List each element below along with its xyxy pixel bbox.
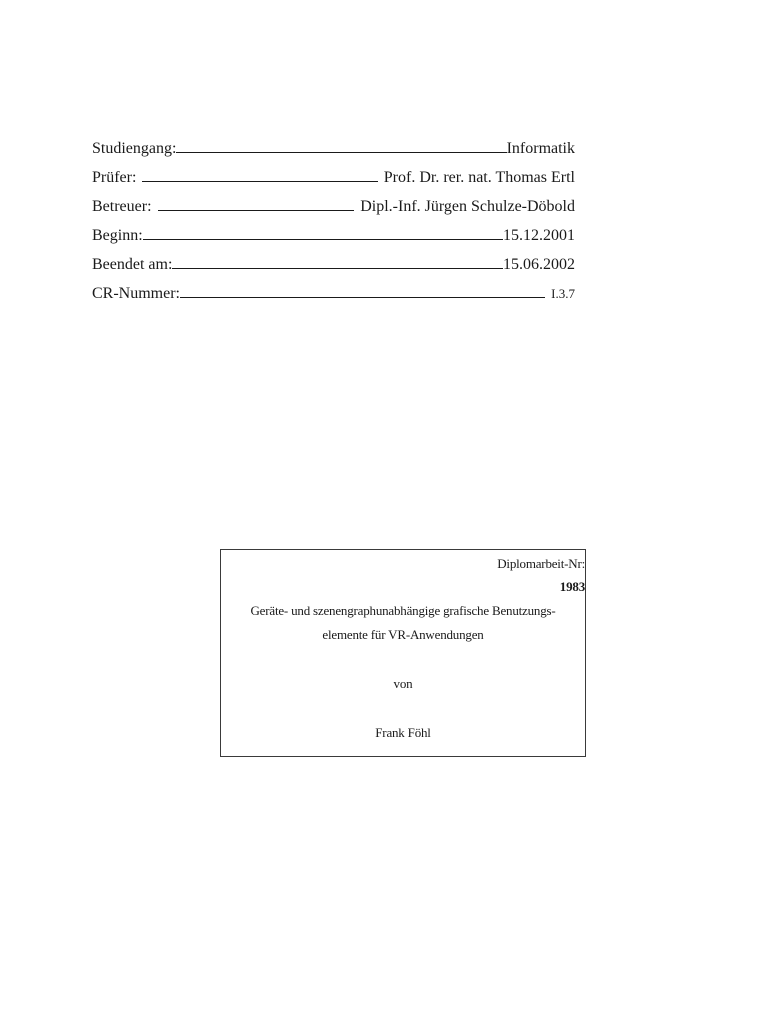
cr-nummer-row [92, 285, 575, 314]
pruefer-line [142, 181, 377, 182]
studiengang-line [176, 152, 506, 153]
beendet-row [92, 256, 575, 285]
thesis-title-line-1: Geräte- und szenengraphunabhängige grafische Benutzungs- [250, 603, 556, 618]
beendet-line [172, 268, 503, 269]
beginn-row [92, 227, 575, 256]
thesis-number-label: Diplomarbeit-Nr: [497, 556, 585, 571]
thesis-title-line-2: elemente für VR-Anwendungen [322, 627, 484, 642]
beginn-value: 15.12.2001 [503, 227, 575, 244]
studiengang-value: Informatik [506, 140, 575, 157]
beendet-label: Beendet am: [92, 256, 173, 273]
beendet-value: 15.06.2002 [503, 256, 575, 273]
betreuer-value: Dipl.-Inf. Jürgen Schulze-Döbold [360, 198, 575, 215]
betreuer-label: Betreuer: [92, 198, 152, 215]
cr-nummer-label: CR-Nummer: [92, 285, 180, 302]
pruefer-label: Prüfer: [92, 169, 137, 186]
studiengang-label: Studiengang: [92, 140, 177, 157]
betreuer-line [158, 210, 355, 211]
pruefer-row [92, 169, 575, 198]
beginn-label: Beginn: [92, 227, 143, 244]
thesis-number-value: 1983 [559, 579, 585, 594]
beginn-line [143, 239, 503, 240]
thesis-author: Frank Föhl [375, 725, 431, 740]
cr-nummer-value: I.3.7 [551, 286, 575, 301]
pruefer-value: Prof. Dr. rer. nat. Thomas Ertl [383, 169, 575, 186]
thesis-title-box [220, 549, 586, 757]
betreuer-row [92, 198, 575, 227]
thesis-info-block [92, 140, 575, 314]
studiengang-row [92, 140, 575, 169]
cr-nummer-line [180, 297, 545, 298]
thesis-von: von [393, 676, 413, 691]
